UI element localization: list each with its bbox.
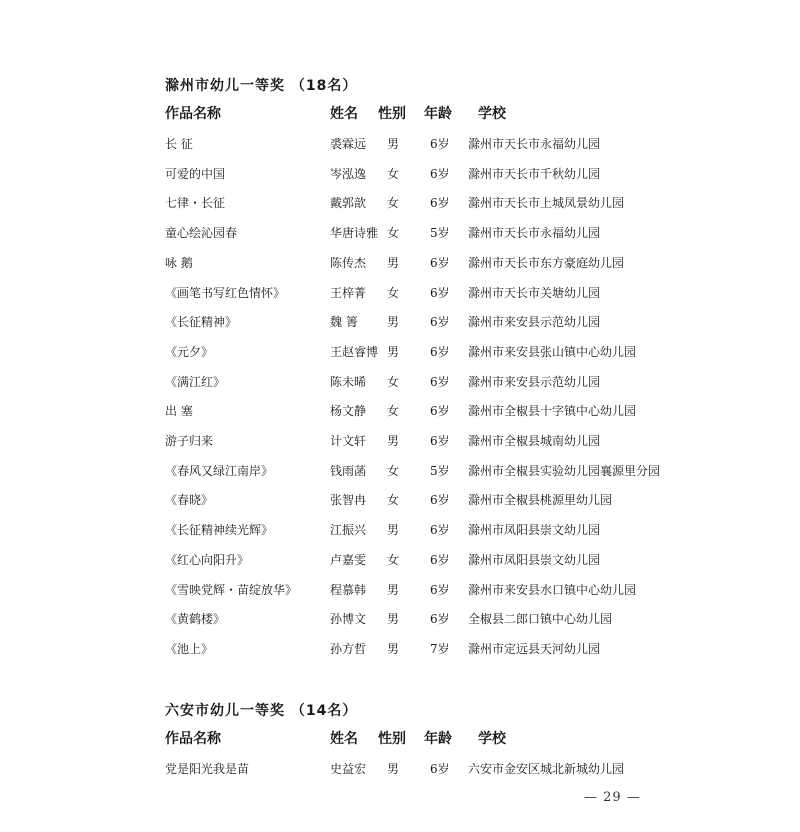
cell-gender: 男 [387,762,400,776]
cell-age: 6岁 [430,552,450,567]
cell-work: 《长征精神续光辉》 [165,523,274,538]
cell-gender: 男 [387,523,400,538]
cell-school: 滁州市来安县示范幼儿园 [468,315,601,330]
cell-work: 《满江红》 [165,374,226,389]
cell-name: 陈未晞 [330,374,367,389]
cell-name: 史益宏 [330,762,367,776]
cell-gender: 女 [387,196,400,211]
section-title: 六安市幼儿一等奖 （14名） [165,703,358,719]
cell-gender: 男 [387,137,400,151]
table-row [0,313,800,335]
cell-school: 滁州市天长市永福幼儿园 [468,137,601,151]
header-age: 年龄 [424,106,452,122]
header-work: 作品名称 [165,106,221,122]
cell-name: 岑泓逸 [330,166,367,181]
cell-school: 滁州市天长市永福幼儿园 [468,226,601,241]
section-title: 滁州市幼儿一等奖 （18名） [165,78,358,94]
cell-gender: 女 [387,493,400,508]
cell-gender: 男 [387,315,400,330]
cell-age: 6岁 [430,196,450,211]
cell-age: 6岁 [430,612,450,627]
cell-school: 滁州市来安县示范幼儿园 [468,374,601,389]
cell-age: 7岁 [430,641,450,656]
cell-age: 5岁 [430,226,450,241]
cell-name: 张智冉 [330,493,367,508]
cell-name: 杨文静 [330,404,367,419]
cell-school: 滁州市来安县水口镇中心幼儿园 [468,582,637,597]
cell-work: 咏 鹅 [165,255,193,270]
table-row [0,343,800,365]
cell-gender: 女 [387,374,400,389]
table-header-row [0,103,800,125]
cell-gender: 男 [387,641,400,656]
cell-gender: 男 [387,612,400,627]
table-row [0,491,800,513]
cell-work: 长 征 [165,137,193,151]
cell-gender: 女 [387,285,400,300]
cell-school: 滁州市天长市上城凤景幼儿园 [468,196,625,211]
table-row [0,432,800,454]
cell-work: 游子归来 [165,434,214,448]
cell-name: 魏 箐 [330,315,358,330]
header-name: 姓名 [330,106,358,122]
cell-work: 出 塞 [165,404,193,419]
cell-age: 5岁 [430,463,450,478]
header-age: 年龄 [424,731,452,747]
cell-work: 《长征精神》 [165,315,238,330]
cell-age: 6岁 [430,285,450,300]
cell-school: 滁州市全椒县实验幼儿园襄源里分园 [468,463,661,478]
cell-age: 6岁 [430,434,450,448]
table-row [0,462,800,484]
cell-name: 王梓菁 [330,285,367,300]
cell-school: 全椒县二郎口镇中心幼儿园 [468,612,613,627]
cell-age: 6岁 [430,582,450,597]
cell-name: 计文轩 [330,434,367,448]
header-name: 姓名 [330,731,358,747]
cell-gender: 女 [387,552,400,567]
cell-work: 《元夕》 [165,344,214,359]
table-row [0,284,800,306]
cell-gender: 男 [387,255,400,270]
cell-school: 滁州市凤阳县崇文幼儿园 [468,552,601,567]
table-row [0,760,800,782]
header-work: 作品名称 [165,731,221,747]
header-gender: 性别 [378,106,406,122]
cell-name: 戴郭歆 [330,196,367,211]
table-row [0,135,800,157]
cell-name: 程慕韩 [330,582,367,597]
cell-name: 卢嘉雯 [330,552,367,567]
table-row [0,402,800,424]
cell-school: 滁州市天长市关塘幼儿园 [468,285,601,300]
cell-school: 六安市金安区城北新城幼儿园 [468,762,625,776]
cell-work: 七律・长征 [165,196,226,211]
cell-age: 6岁 [430,166,450,181]
cell-work: 《春晓》 [165,493,214,508]
cell-gender: 男 [387,434,400,448]
cell-work: 《雪映党辉・苗绽放华》 [165,582,298,597]
cell-name: 钱雨菡 [330,463,367,478]
table-row [0,551,800,573]
cell-age: 6岁 [430,404,450,419]
cell-school: 滁州市来安县张山镇中心幼儿园 [468,344,637,359]
cell-work: 《黄鹤楼》 [165,612,226,627]
cell-age: 6岁 [430,255,450,270]
table-row [0,640,800,662]
cell-work: 可爱的中国 [165,166,226,181]
table-row [0,254,800,276]
table-row [0,521,800,543]
cell-school: 滁州市全椒县十字镇中心幼儿园 [468,404,637,419]
cell-name: 孙博文 [330,612,367,627]
cell-name: 陈传杰 [330,255,367,270]
table-row [0,194,800,216]
cell-gender: 男 [387,344,400,359]
cell-school: 滁州市凤阳县崇文幼儿园 [468,523,601,538]
cell-name: 孙方哲 [330,641,367,656]
cell-name: 裘霖远 [330,137,367,151]
cell-school: 滁州市定远县天河幼儿园 [468,641,601,656]
cell-work: 《画笔书写红色情怀》 [165,285,286,300]
cell-name: 王赵睿博 [330,344,379,359]
table-header-row [0,728,800,750]
cell-work: 《春风又绿江南岸》 [165,463,274,478]
header-school: 学校 [478,731,506,747]
cell-name: 华唐诗雅 [330,226,379,241]
cell-work: 《红心向阳升》 [165,552,250,567]
cell-gender: 女 [387,463,400,478]
table-row [0,373,800,395]
cell-gender: 女 [387,226,400,241]
cell-school: 滁州市天长市东方豪庭幼儿园 [468,255,625,270]
header-gender: 性别 [378,731,406,747]
cell-age: 6岁 [430,493,450,508]
cell-school: 滁州市全椒县城南幼儿园 [468,434,601,448]
cell-age: 6岁 [430,344,450,359]
table-row [0,581,800,603]
cell-work: 童心绘沁园春 [165,226,238,241]
cell-gender: 男 [387,582,400,597]
cell-school: 滁州市天长市千秋幼儿园 [468,166,601,181]
cell-age: 6岁 [430,523,450,538]
page-number: — 29 — [584,790,641,805]
cell-age: 6岁 [430,374,450,389]
cell-age: 6岁 [430,137,450,151]
header-school: 学校 [478,106,506,122]
cell-age: 6岁 [430,315,450,330]
cell-age: 6岁 [430,762,450,776]
cell-work: 《池上》 [165,641,214,656]
table-row [0,224,800,246]
cell-gender: 女 [387,404,400,419]
cell-name: 江振兴 [330,523,367,538]
cell-work: 党是阳光我是苗 [165,762,250,776]
table-row [0,165,800,187]
cell-school: 滁州市全椒县桃源里幼儿园 [468,493,613,508]
table-row [0,610,800,632]
cell-gender: 女 [387,166,400,181]
